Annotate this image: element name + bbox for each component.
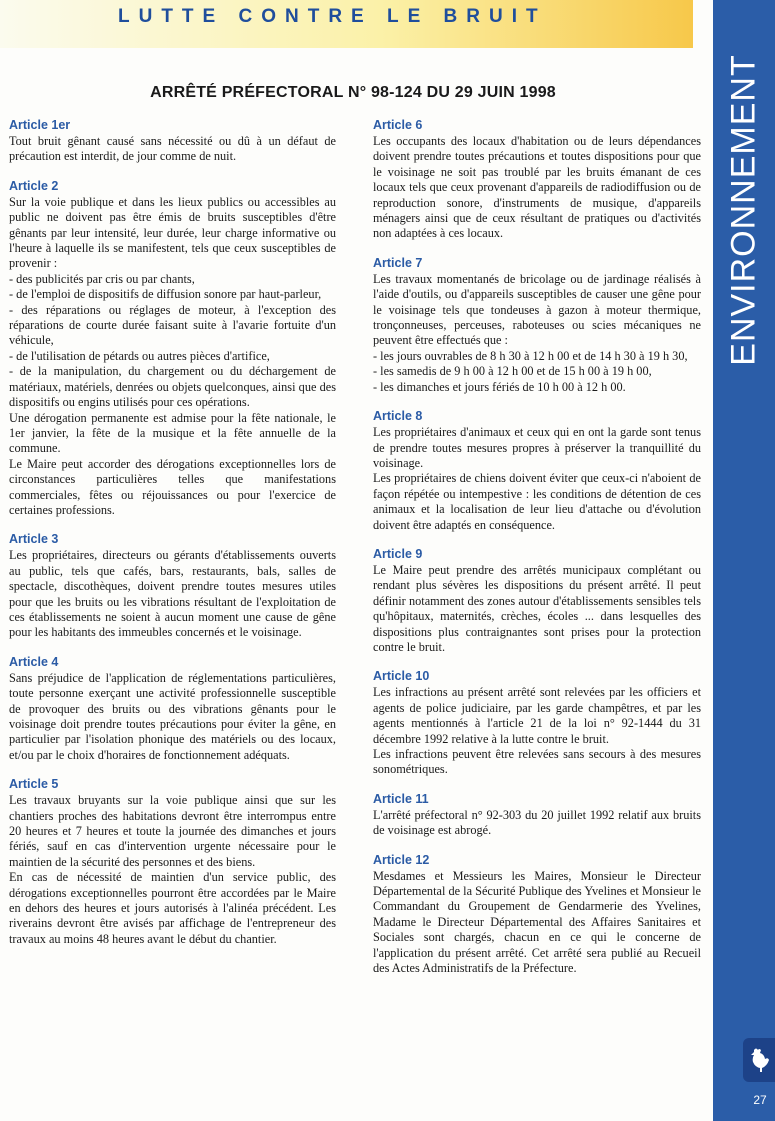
section-title: LUTTE CONTRE LE BRUIT bbox=[118, 6, 547, 27]
article-5 bbox=[9, 777, 336, 947]
list-item: - de la manipulation, du chargement ou du déchargement de matériaux, matériels, denrées ou objets quelconques, ainsi que des dispositifs ou engins utilisés pour ces opérations. bbox=[9, 364, 336, 410]
list-item: - les jours ouvrables de 8 h 30 à 12 h 00 et de 14 h 30 à 19 h 30, bbox=[373, 348, 688, 363]
list-item: - de l'utilisation de pétards ou autres pièces d'artifice, bbox=[9, 348, 270, 363]
article-6 bbox=[373, 118, 701, 242]
article-paragraph: Les travaux bruyants sur la voie publique ainsi que sur les chantiers proches des habitations devront être interrompus entre 20 heures et 7 heures et toute la journée des dimanches et jours fériés, sauf en cas d'intervention urgente nécessaire pour le maintien de la sécurité des personnes et des biens. bbox=[9, 793, 336, 869]
article-10 bbox=[373, 669, 701, 777]
article-title: Article 8 bbox=[373, 409, 423, 424]
article-12 bbox=[373, 853, 701, 977]
article-paragraph: Le Maire peut prendre des arrêtés municipaux complétant ou rendant plus sévères les dispositions du présent arrêté. Il peut définir notamment des zones autour d'établissements sensibles tels qu'hôpitaux, maternités, crèches, écoles ... dans lesquelles des dispositions plus contraignantes sont prises pour la protection contre le bruit. bbox=[373, 562, 701, 654]
article-paragraph: En cas de nécessité de maintien d'un service public, des dérogations exceptionnelles pourront être accordées par le Maire en dehors des heures et jours autorisés à l'alinéa précédent. Les riverains devront être avisés par affichage de l'entrepreneur des travaux au moins 48 heures avant le début du chantier. bbox=[9, 870, 336, 946]
article-paragraph: Les propriétaires, directeurs ou gérants d'établissements ouverts au public, tels que cafés, bars, restaurants, bals, salles de spectacle, discothèques, doivent prendre toutes mesures utiles pour que les bruits ou les vibrations résultant de l'exploitation de ces établissements ne soient à aucun moment une cause de gêne pour les habitants des immeubles concernés et le voisinage. bbox=[9, 548, 336, 640]
article-paragraph: Les occupants des locaux d'habitation ou de leurs dépendances doivent prendre toutes précautions et toutes dispositions pour que le voisinage ne soit pas troublé par les bruits émanant de ces locaux tels que ceux provenant d'appareils de radiodiffusion ou de reproduction sonore, d'instruments de musique, d'appareils ménagers ainsi que de ceux résultant de pratiques ou d'activités non adaptées à ces locaux. bbox=[373, 134, 701, 241]
article-11 bbox=[373, 792, 701, 839]
article-paragraph: Sans préjudice de l'application de réglementations particulières, toute personne exerçant une activité professionnelle susceptible de provoquer des bruits ou des vibrations gênants pour le voisinage doit prendre toutes précautions pour éviter la gêne, en particulier par l'isolation phonique des matériels ou des locaux, et/ou par le choix d'horaires de fonctionnement adéquats. bbox=[9, 670, 336, 762]
article-paragraph: Les infractions au présent arrêté sont relevées par les officiers et agents de police judiciaire, par les garde champêtres, et par les agents mentionnés à l'article 21 de la loi n° 92-1444 du 31 décembre 1992 relative à la lutte contre le bruit. bbox=[373, 685, 701, 746]
article-4 bbox=[9, 655, 336, 763]
article-paragraph: Le Maire peut accorder des dérogations exceptionnelles lors de circonstances particulières telles que manifestations commerciales, fêtes ou réjouissances ou pour l'exercice de certaines professions. bbox=[9, 456, 336, 517]
list-item: - les samedis de 9 h 00 à 12 h 00 et de 15 h 00 à 19 h 00, bbox=[373, 364, 652, 379]
rooster-badge bbox=[743, 1038, 775, 1082]
article-title: Article 3 bbox=[9, 532, 59, 547]
article-paragraph: Les travaux momentanés de bricolage ou de jardinage réalisés à l'aide d'outils, ou d'appareils susceptibles de causer une gêne pour le voisinage tels que tondeuses à gazon à moteur thermique, tronçonneuses, perceuses, raboteuses ou scies mécaniques ne peuvent être effectués que : bbox=[373, 271, 701, 348]
article-1 bbox=[9, 118, 336, 165]
document-title: ARRÊTÉ PRÉFECTORAL N° 98-124 DU 29 JUIN 1998 bbox=[150, 84, 556, 101]
article-paragraph: Sur la voie publique et dans les lieux publics ou accessibles au public ne doivent pas être émis de bruits susceptibles d'être gênants par leur intensité, leur durée, leur charge informative ou l'heure à laquelle ils se manifestent, tels que ceux susceptibles de provenir : bbox=[9, 194, 336, 271]
article-title: Article 12 bbox=[373, 852, 430, 867]
article-title: Article 4 bbox=[9, 654, 59, 669]
article-title: Article 9 bbox=[373, 546, 423, 561]
article-title: Article 7 bbox=[373, 255, 423, 270]
list-item: - des réparations ou réglages de moteur, à l'exception des réparations de courte durée faisant suite à l'avarie fortuite d'un véhicule, bbox=[9, 302, 336, 348]
article-2 bbox=[9, 179, 336, 519]
article-paragraph: Les infractions peuvent être relevées sans secours à des mesures sonométriques. bbox=[373, 747, 701, 777]
article-paragraph: L'arrêté préfectoral n° 92-303 du 20 juillet 1992 relatif aux bruits de voisinage est abrogé. bbox=[373, 807, 701, 838]
rooster-icon bbox=[748, 1046, 770, 1074]
article-title: Article 1er bbox=[9, 118, 71, 132]
left-column bbox=[9, 118, 336, 961]
page-number: 27 bbox=[753, 1093, 767, 1107]
article-title: Article 6 bbox=[373, 118, 423, 132]
list-item: - de l'emploi de dispositifs de diffusion sonore par haut-parleur, bbox=[9, 287, 322, 302]
article-paragraph: Tout bruit gênant causé sans nécessité ou dû à un défaut de précaution est interdit, de jour comme de nuit. bbox=[9, 134, 336, 164]
right-column bbox=[373, 118, 701, 990]
article-title: Article 2 bbox=[9, 178, 59, 193]
article-paragraph: Une dérogation permanente est admise pour la fête nationale, le 1er janvier, la fête de la musique et la fête annuelle de la commune. bbox=[9, 410, 336, 456]
article-title: Article 10 bbox=[373, 669, 430, 684]
article-paragraph: Mesdames et Messieurs les Maires, Monsieur le Directeur Départemental de la Sécurité Publique des Yvelines et Monsieur le Commandant du Groupement de Gendarmerie des Yvelines, Madame le Directeur Départemental des Affaires Sanitaires et Sociales sont chargés, chacun en ce qui le concerne de l'application du présent arrêté. Cet arrêté sera publié au Recueil des Actes Administratifs de la Préfecture. bbox=[373, 868, 701, 976]
article-7 bbox=[373, 256, 701, 395]
side-label: ENVIRONNEMENT bbox=[724, 54, 763, 366]
article-paragraph: Les propriétaires de chiens doivent éviter que ceux-ci n'aboient de façon répétée ou intempestive : les conditions de détention de ces animaux et la localisation de leur lieu d'attache ou d'évolution doivent être adaptés en conséquence. bbox=[373, 471, 701, 532]
article-paragraph: Les propriétaires d'animaux et ceux qui en ont la garde sont tenus de prendre toutes mesures propres à préserver la tranquillité du voisinage. bbox=[373, 425, 701, 470]
article-3 bbox=[9, 532, 336, 640]
article-title: Article 5 bbox=[9, 777, 59, 792]
header-band bbox=[0, 0, 693, 48]
article-title: Article 11 bbox=[373, 791, 429, 806]
article-8 bbox=[373, 409, 701, 533]
list-item: - les dimanches et jours fériés de 10 h 00 à 12 h 00. bbox=[373, 379, 626, 394]
article-9 bbox=[373, 547, 701, 655]
list-item: - des publicités par cris ou par chants, bbox=[9, 271, 195, 286]
